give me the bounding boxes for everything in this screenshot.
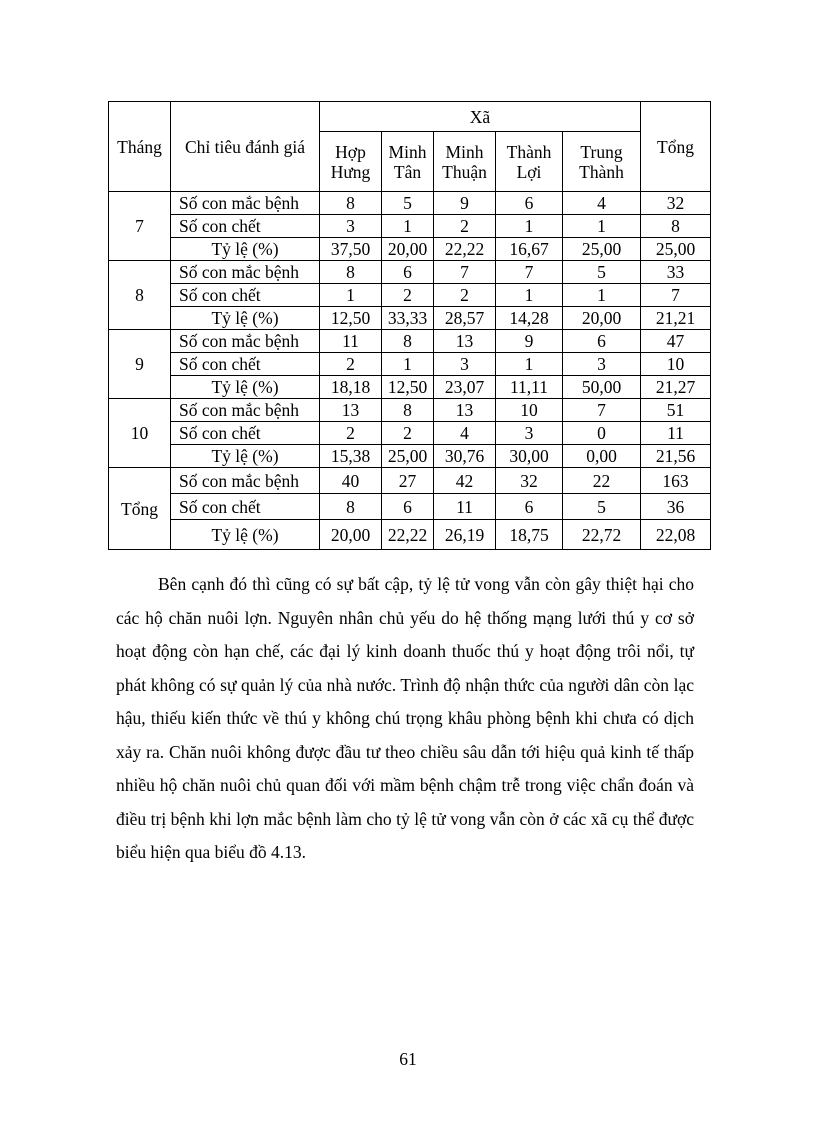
total-cell: 11 (641, 422, 711, 445)
table-row (109, 422, 711, 445)
value-cell: 6 (382, 494, 434, 520)
value-cell: 12,50 (320, 307, 382, 330)
value-cell: 40 (320, 468, 382, 494)
indicator-cell: Tỷ lệ (%) (171, 376, 320, 399)
table-row (109, 376, 711, 399)
table-row (109, 261, 711, 284)
value-cell: 1 (382, 215, 434, 238)
value-cell: 11,11 (496, 376, 563, 399)
value-cell: 2 (434, 284, 496, 307)
header-indicator: Chỉ tiêu đánh giá (171, 102, 320, 192)
header-month: Tháng (109, 102, 171, 192)
value-cell: 6 (496, 494, 563, 520)
value-cell: 4 (434, 422, 496, 445)
value-cell: 26,19 (434, 520, 496, 550)
value-cell: 20,00 (563, 307, 641, 330)
value-cell: 8 (320, 192, 382, 215)
value-cell: 1 (496, 353, 563, 376)
value-cell: 1 (320, 284, 382, 307)
month-cell: Tổng (109, 468, 171, 550)
value-cell: 32 (496, 468, 563, 494)
indicator-cell: Số con mắc bệnh (171, 261, 320, 284)
value-cell: 13 (320, 399, 382, 422)
value-cell: 37,50 (320, 238, 382, 261)
value-cell: 22 (563, 468, 641, 494)
table-row (109, 284, 711, 307)
value-cell: 8 (382, 330, 434, 353)
indicator-cell: Số con chết (171, 353, 320, 376)
table-row (109, 520, 711, 550)
value-cell: 3 (563, 353, 641, 376)
value-cell: 12,50 (382, 376, 434, 399)
header-xa: Xã (320, 102, 641, 132)
table-row (109, 238, 711, 261)
table-row (109, 468, 711, 494)
value-cell: 6 (496, 192, 563, 215)
indicator-cell: Số con chết (171, 494, 320, 520)
month-cell: 7 (109, 192, 171, 261)
value-cell: 27 (382, 468, 434, 494)
body-paragraph: Bên cạnh đó thì cũng có sự bất cập, tỷ lệ tử vong vẫn còn gây thiệt hại cho các hộ chăn nuôi lợn. Nguyên nhân chủ yếu do hệ thống mạng lưới thú y cơ sở hoạt động còn hạn chế, các đại lý kinh doanh thuốc thú y hoạt động trôi nổi, tự phát không có sự quản lý của nhà nước. Trình độ nhận thức của người dân còn lạc hậu, thiếu kiến thức về thú y không chú trọng khâu phòng bệnh khi chưa có dịch xảy ra. Chăn nuôi không được đầu tư theo chiều sâu dẫn tới hiệu quả kinh tế thấp nhiều hộ chăn nuôi chủ quan đối với mầm bệnh chậm trễ trong việc chẩn đoán và điều trị bệnh khi lợn mắc bệnh làm cho tỷ lệ tử vong vẫn còn ở các xã cụ thể được biểu hiện qua biểu đồ 4.13. (116, 574, 694, 862)
value-cell: 8 (382, 399, 434, 422)
indicator-cell: Tỷ lệ (%) (171, 520, 320, 550)
value-cell: 22,22 (434, 238, 496, 261)
table-row (109, 330, 711, 353)
value-cell: 2 (382, 284, 434, 307)
month-cell: 9 (109, 330, 171, 399)
total-cell: 33 (641, 261, 711, 284)
value-cell: 42 (434, 468, 496, 494)
value-cell: 25,00 (563, 238, 641, 261)
indicator-cell: Số con mắc bệnh (171, 192, 320, 215)
value-cell: 13 (434, 399, 496, 422)
value-cell: 1 (382, 353, 434, 376)
value-cell: 6 (382, 261, 434, 284)
header-commune: Trung Thành (563, 132, 641, 192)
page-number: 61 (399, 1049, 417, 1069)
header-commune: Minh Thuận (434, 132, 496, 192)
table-row (109, 353, 711, 376)
total-cell: 25,00 (641, 238, 711, 261)
month-cell: 8 (109, 261, 171, 330)
value-cell: 6 (563, 330, 641, 353)
value-cell: 5 (563, 261, 641, 284)
table-row (109, 445, 711, 468)
header-commune: Minh Tân (382, 132, 434, 192)
value-cell: 3 (496, 422, 563, 445)
indicator-cell: Số con mắc bệnh (171, 330, 320, 353)
value-cell: 28,57 (434, 307, 496, 330)
value-cell: 3 (434, 353, 496, 376)
value-cell: 15,38 (320, 445, 382, 468)
value-cell: 22,72 (563, 520, 641, 550)
value-cell: 20,00 (382, 238, 434, 261)
table-row (109, 215, 711, 238)
total-cell: 21,21 (641, 307, 711, 330)
header-commune: Hợp Hưng (320, 132, 382, 192)
total-cell: 47 (641, 330, 711, 353)
value-cell: 30,00 (496, 445, 563, 468)
header-commune: Thành Lợi (496, 132, 563, 192)
value-cell: 13 (434, 330, 496, 353)
value-cell: 1 (563, 284, 641, 307)
value-cell: 16,67 (496, 238, 563, 261)
total-cell: 8 (641, 215, 711, 238)
value-cell: 1 (496, 284, 563, 307)
total-cell: 7 (641, 284, 711, 307)
value-cell: 7 (496, 261, 563, 284)
value-cell: 33,33 (382, 307, 434, 330)
value-cell: 9 (434, 192, 496, 215)
value-cell: 22,22 (382, 520, 434, 550)
value-cell: 50,00 (563, 376, 641, 399)
value-cell: 3 (320, 215, 382, 238)
value-cell: 8 (320, 494, 382, 520)
total-cell: 163 (641, 468, 711, 494)
mortality-table (108, 101, 711, 550)
value-cell: 7 (434, 261, 496, 284)
value-cell: 1 (563, 215, 641, 238)
total-cell: 21,27 (641, 376, 711, 399)
value-cell: 1 (496, 215, 563, 238)
table-row (109, 399, 711, 422)
value-cell: 18,18 (320, 376, 382, 399)
value-cell: 2 (382, 422, 434, 445)
total-cell: 10 (641, 353, 711, 376)
indicator-cell: Số con mắc bệnh (171, 468, 320, 494)
indicator-cell: Số con chết (171, 215, 320, 238)
value-cell: 10 (496, 399, 563, 422)
indicator-cell: Tỷ lệ (%) (171, 238, 320, 261)
indicator-cell: Số con chết (171, 284, 320, 307)
total-cell: 32 (641, 192, 711, 215)
value-cell: 20,00 (320, 520, 382, 550)
indicator-cell: Tỷ lệ (%) (171, 307, 320, 330)
total-cell: 21,56 (641, 445, 711, 468)
value-cell: 11 (320, 330, 382, 353)
value-cell: 5 (563, 494, 641, 520)
value-cell: 25,00 (382, 445, 434, 468)
indicator-cell: Số con mắc bệnh (171, 399, 320, 422)
indicator-cell: Số con chết (171, 422, 320, 445)
table-row (109, 192, 711, 215)
value-cell: 14,28 (496, 307, 563, 330)
value-cell: 5 (382, 192, 434, 215)
value-cell: 30,76 (434, 445, 496, 468)
value-cell: 7 (563, 399, 641, 422)
header-total: Tổng (641, 102, 711, 192)
total-cell: 51 (641, 399, 711, 422)
indicator-cell: Tỷ lệ (%) (171, 445, 320, 468)
value-cell: 2 (434, 215, 496, 238)
table-row (109, 307, 711, 330)
value-cell: 23,07 (434, 376, 496, 399)
total-cell: 22,08 (641, 520, 711, 550)
value-cell: 2 (320, 422, 382, 445)
value-cell: 8 (320, 261, 382, 284)
value-cell: 2 (320, 353, 382, 376)
month-cell: 10 (109, 399, 171, 468)
value-cell: 4 (563, 192, 641, 215)
value-cell: 11 (434, 494, 496, 520)
total-cell: 36 (641, 494, 711, 520)
value-cell: 0,00 (563, 445, 641, 468)
value-cell: 18,75 (496, 520, 563, 550)
value-cell: 9 (496, 330, 563, 353)
value-cell: 0 (563, 422, 641, 445)
table-row (109, 494, 711, 520)
